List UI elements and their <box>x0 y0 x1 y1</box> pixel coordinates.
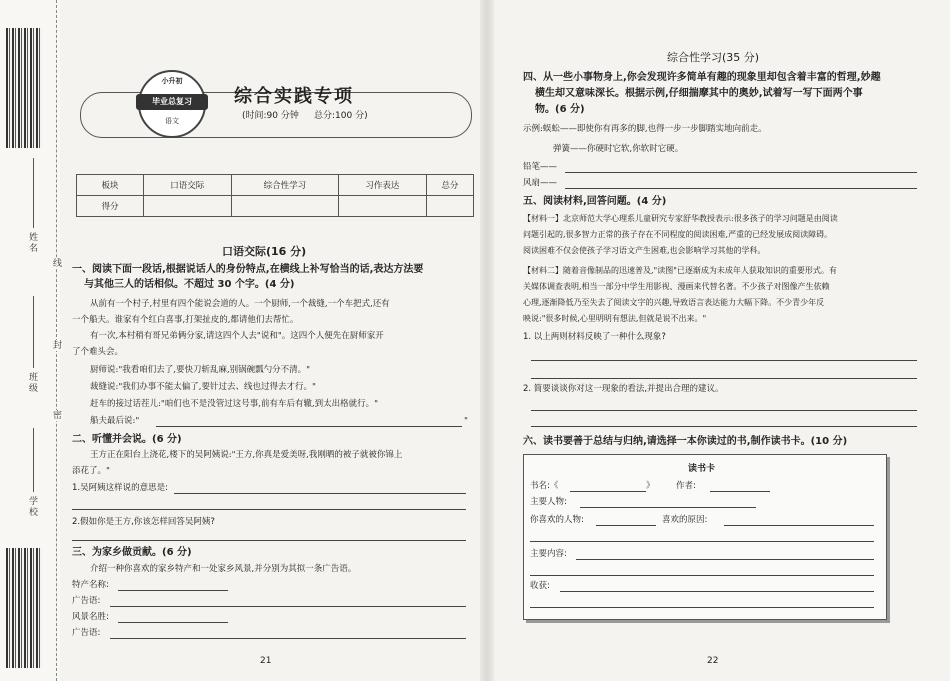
q5-material-2: 心理,逐渐降低乃至失去了阅读文字的兴趣,导致语言表达能力大幅下降。不少青少年反 <box>523 298 825 307</box>
name-label: 姓名 <box>27 232 37 254</box>
q4-label-pencil: 铅笔—— <box>523 162 558 172</box>
q5-material-1: 问题引起的,很多智力正常的孩子存在不同程度的阅读困难,严重的已经发展成阅读障碍。 <box>523 230 833 239</box>
school-label: 学校 <box>27 496 37 518</box>
page-fold <box>480 0 494 681</box>
right-page <box>495 8 935 673</box>
q2-answer-line[interactable] <box>174 493 466 494</box>
q3-answer-line[interactable] <box>110 606 466 607</box>
q3-answer-line[interactable] <box>118 590 228 591</box>
card-reason-line[interactable] <box>724 525 874 526</box>
card-label-gain: 收获: <box>530 581 550 591</box>
table-cell: 综合性学习 <box>231 175 339 196</box>
q1-tailor: 裁缝说:"我们办事不能太偏了,要针过去、线也过得去才行。" <box>90 382 316 392</box>
card-book-line[interactable] <box>570 491 646 492</box>
q5-answer-line[interactable] <box>531 410 917 411</box>
q5-sub-b: 2. 简要谈谈你对这一现象的看法,并提出合理的建议。 <box>523 384 724 394</box>
q1-text: 从前有一个村子,村里有四个能说会道的人。一个厨师,一个裁缝,一个车把式,还有 <box>90 299 390 309</box>
score-cell[interactable] <box>426 196 473 217</box>
left-page <box>66 8 478 673</box>
card-author-line[interactable] <box>710 491 770 492</box>
binding-pattern-top <box>6 28 42 148</box>
q5-sub-a: 1. 以上两则材料反映了一种什么现象? <box>523 332 666 342</box>
q5-answer-line[interactable] <box>531 360 917 361</box>
q4-example: 弹簧——你硬时它软,你软时它硬。 <box>553 144 684 154</box>
page-title: 综合实践专项 <box>234 86 354 107</box>
q3-answer-line[interactable] <box>118 622 228 623</box>
card-favorite-line[interactable] <box>596 525 656 526</box>
card-characters-line[interactable] <box>580 507 756 508</box>
q1-end-quote: " <box>464 416 468 426</box>
score-cell[interactable] <box>144 196 232 217</box>
card-book-end: 》 <box>646 481 655 491</box>
class-underline <box>33 296 34 368</box>
q1-title-2: 与其他三人的话相似。不超过 30 个字。(4 分) <box>84 279 295 290</box>
name-underline <box>33 158 34 228</box>
q4-title-2: 横生却又意味深长。根据示例,仔细揣摩其中的奥妙,试着写一写下面两个事 <box>535 88 863 99</box>
q2-sub-b: 2.假如你是王方,你该怎样回答吴阿姨? <box>72 517 215 527</box>
card-label-content: 主要内容: <box>530 549 567 559</box>
card-content-line[interactable] <box>576 559 874 560</box>
q3-label-scenery: 风景名胜: <box>72 612 109 622</box>
q2-answer-line[interactable] <box>72 540 466 541</box>
q5-answer-line[interactable] <box>531 426 917 427</box>
q1-text: 了个难头会。 <box>72 347 124 357</box>
binding-pattern-bottom <box>6 548 42 668</box>
q4-title-3: 物。(6 分) <box>535 104 585 115</box>
exam-score: 总分:100 分) <box>314 111 368 121</box>
table-cell: 习作表达 <box>339 175 427 196</box>
page-number-right: 22 <box>707 656 719 666</box>
q5-material-2: 【材料二】随着音像制品的迅速普及,"读图"已逐渐成为未成年人获取知识的重要形式。有 <box>523 266 837 275</box>
q2-text: 王方正在阳台上浇花,楼下的吴阿姨说:"王方,你真是爱美呀,我刚晒的被子就被你锦上 <box>90 450 403 460</box>
card-gain-line[interactable] <box>560 591 874 592</box>
q1-title: 一、阅读下面一段话,根据说话人的身份特点,在横线上补写恰当的话,表达方法要 <box>72 264 424 275</box>
badge-middle: 毕业总复习 <box>136 94 208 110</box>
q3-label-product: 特产名称: <box>72 580 109 590</box>
q2-text: 添花了。" <box>72 466 110 476</box>
exam-badge <box>138 70 206 138</box>
exam-time: (时间:90 分钟 <box>242 111 299 121</box>
score-table-header <box>77 175 474 196</box>
badge-bottom: 语文 <box>165 117 179 125</box>
card-reason-line[interactable] <box>530 541 874 542</box>
section-title-integrated: 综合性学习(35 分) <box>667 51 760 64</box>
table-cell: 总分 <box>426 175 473 196</box>
cut-mark-2: 封 <box>51 340 61 351</box>
q2-answer-line[interactable] <box>72 509 466 510</box>
score-cell[interactable] <box>339 196 427 217</box>
q1-chef: 厨师说:"我看咱们去了,要快刀斩乱麻,别锅碗瓢勺分不清。" <box>90 365 311 375</box>
score-table <box>76 174 474 217</box>
q5-material-1: 阅读困难不仅会使孩子学习语文产生困难,也会影响学习其他的学科。 <box>523 246 766 255</box>
card-label-favorite: 你喜欢的人物: <box>530 515 584 525</box>
q3-answer-line[interactable] <box>110 638 466 639</box>
q4-label-fan: 风扇—— <box>523 178 558 188</box>
q4-answer-line[interactable] <box>565 172 917 173</box>
table-cell: 得分 <box>77 196 144 217</box>
q6-title: 六、读书要善于总结与归纳,请选择一本你读过的书,制作读书卡。(10 分) <box>523 436 848 447</box>
reading-card <box>523 454 887 620</box>
page-number-left: 21 <box>260 656 272 666</box>
q1-boat: 船夫最后说:" <box>90 416 140 426</box>
badge-top: 小升初 <box>161 77 183 85</box>
card-label-characters: 主要人物: <box>530 497 567 507</box>
q4-title: 四、从一些小事物身上,你会发现许多简单有趣的现象里却包含着丰富的哲理,妙趣 <box>523 72 881 83</box>
q1-text: 一个船夫。谁家有个红白喜事,打架扯皮的,都请他们去帮忙。 <box>72 315 299 325</box>
card-label-book: 书名:《 <box>530 481 559 491</box>
q3-label-ad2: 广告语: <box>72 628 101 638</box>
q5-material-1: 【材料一】北京师范大学心理系儿童研究专家舒华教授表示:很多孩子的学习问题是由阅读 <box>523 214 838 223</box>
section-title-oral: 口语交际(16 分) <box>222 245 307 258</box>
table-cell: 口语交际 <box>144 175 232 196</box>
q3-title: 三、为家乡做贡献。(6 分) <box>72 547 192 558</box>
q4-example: 示例:蜈蚣——即使你有再多的脚,也得一步一步脚踏实地向前走。 <box>523 124 767 134</box>
q5-answer-line[interactable] <box>531 378 917 379</box>
card-label-author: 作者: <box>676 481 696 491</box>
cut-mark-1: 线 <box>51 258 61 269</box>
q1-answer-line[interactable] <box>156 426 462 427</box>
score-cell[interactable] <box>231 196 339 217</box>
card-content-line[interactable] <box>530 575 874 576</box>
cut-mark-3: 密 <box>51 410 61 421</box>
card-label-reason: 喜欢的原因: <box>662 515 708 525</box>
q5-material-2: 关媒体调查表明,相当一部分中学生用影视、漫画来代替名著。不少孩子对图像产生依赖 <box>523 282 830 291</box>
q1-text: 有一次,本村稍有哥兄弟俩分家,请这四个人去"说和"。这四个人便先在厨师家开 <box>90 331 384 341</box>
score-table-row <box>77 196 474 217</box>
q2-sub-a: 1.吴阿姨这样说的意思是: <box>72 483 168 493</box>
q5-material-2: 映说:"很多时候,心里明明有想法,但就是说不出来。" <box>523 314 707 323</box>
class-label: 班级 <box>27 372 37 394</box>
q4-answer-line[interactable] <box>565 188 917 189</box>
q5-title: 五、阅读材料,回答问题。(4 分) <box>523 196 667 207</box>
q3-label-ad: 广告语: <box>72 596 101 606</box>
school-underline <box>33 428 34 492</box>
card-title: 读书卡 <box>688 464 716 474</box>
table-cell: 板块 <box>77 175 144 196</box>
q1-carter: 赶车的接过话茬儿:"咱们也不是没管过这号事,前有车后有辙,到太出格就行。" <box>90 399 379 409</box>
q3-text: 介绍一种你喜欢的家乡特产和一处家乡风景,并分别为其拟一条广告语。 <box>90 564 357 574</box>
q2-title: 二、听懂并会说。(6 分) <box>72 434 182 445</box>
card-gain-line[interactable] <box>530 607 874 608</box>
